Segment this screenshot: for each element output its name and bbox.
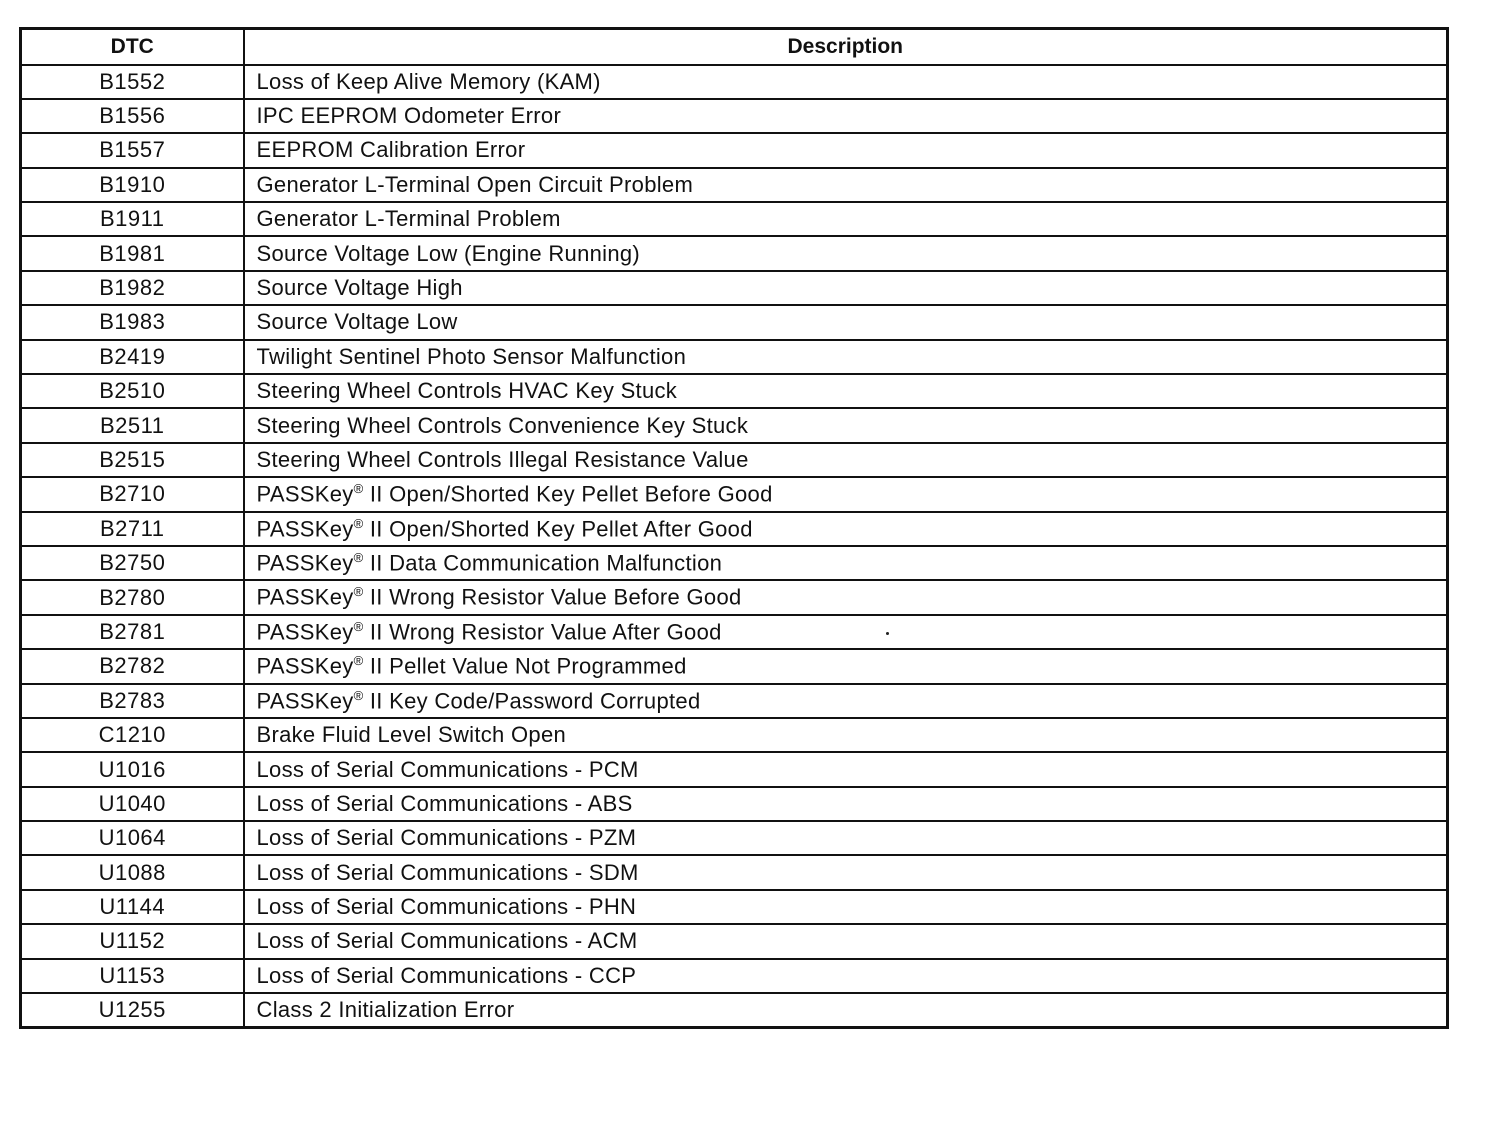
registered-mark: ® <box>353 618 364 634</box>
dtc-code-cell: U1040 <box>21 787 244 821</box>
table-row <box>21 443 1448 477</box>
dtc-code-cell: B2419 <box>21 340 244 374</box>
dtc-code-cell: B1983 <box>21 305 244 339</box>
dtc-description-cell: PASSKey® II Pellet Value Not Programmed <box>244 649 1448 683</box>
dtc-code-cell: U1144 <box>21 890 244 924</box>
table-row <box>21 993 1448 1027</box>
dtc-description-cell: Generator L-Terminal Problem <box>244 202 1448 236</box>
table-row <box>21 477 1448 511</box>
dtc-description-cell: Source Voltage Low <box>244 305 1448 339</box>
dtc-description-cell: PASSKey® II Wrong Resistor Value Before Good <box>244 580 1448 614</box>
dtc-code-cell: B2781 <box>21 615 244 649</box>
table-row <box>21 65 1448 99</box>
dtc-code-cell: B2515 <box>21 443 244 477</box>
dtc-description-cell: PASSKey® II Wrong Resistor Value After Good <box>244 615 1448 649</box>
dtc-description-cell: Generator L-Terminal Open Circuit Problem <box>244 168 1448 202</box>
dtc-code-cell: B1982 <box>21 271 244 305</box>
dtc-description-cell: Loss of Serial Communications - ACM <box>244 924 1448 958</box>
dtc-description-cell: Source Voltage Low (Engine Running) <box>244 236 1448 270</box>
dtc-code-cell: B2782 <box>21 649 244 683</box>
scan-speck <box>886 632 889 635</box>
table-row <box>21 305 1448 339</box>
table-row <box>21 99 1448 133</box>
table-body <box>21 65 1448 1028</box>
dtc-code-cell: B1981 <box>21 236 244 270</box>
table-row <box>21 168 1448 202</box>
table-row <box>21 271 1448 305</box>
table-row <box>21 580 1448 614</box>
dtc-description-cell: Loss of Serial Communications - PCM <box>244 752 1448 786</box>
table-row <box>21 546 1448 580</box>
dtc-description-cell: IPC EEPROM Odometer Error <box>244 99 1448 133</box>
dtc-code-cell: B2711 <box>21 512 244 546</box>
dtc-code-cell: B2511 <box>21 408 244 442</box>
dtc-code-cell: B2780 <box>21 580 244 614</box>
dtc-code-cell: U1088 <box>21 855 244 889</box>
table-row <box>21 855 1448 889</box>
table-row <box>21 890 1448 924</box>
dtc-code-cell: U1153 <box>21 959 244 993</box>
column-header-dtc: DTC <box>21 29 244 65</box>
dtc-description-cell: Loss of Keep Alive Memory (KAM) <box>244 65 1448 99</box>
table-row <box>21 202 1448 236</box>
dtc-description-cell: Steering Wheel Controls Illegal Resistance Value <box>244 443 1448 477</box>
registered-mark: ® <box>353 481 364 497</box>
table-row <box>21 133 1448 167</box>
dtc-description-cell: Twilight Sentinel Photo Sensor Malfunction <box>244 340 1448 374</box>
column-header-description: Description <box>244 29 1448 65</box>
dtc-code-cell: B1552 <box>21 65 244 99</box>
dtc-code-cell: B2750 <box>21 546 244 580</box>
dtc-description-cell: Loss of Serial Communications - CCP <box>244 959 1448 993</box>
dtc-description-cell: Loss of Serial Communications - SDM <box>244 855 1448 889</box>
dtc-description-cell: PASSKey® II Key Code/Password Corrupted <box>244 684 1448 718</box>
dtc-description-cell: Steering Wheel Controls Convenience Key Stuck <box>244 408 1448 442</box>
dtc-description-cell: Loss of Serial Communications - ABS <box>244 787 1448 821</box>
table-row <box>21 924 1448 958</box>
dtc-description-cell: Loss of Serial Communications - PHN <box>244 890 1448 924</box>
registered-mark: ® <box>353 653 364 669</box>
dtc-code-cell: B1911 <box>21 202 244 236</box>
table-row <box>21 959 1448 993</box>
table-row <box>21 408 1448 442</box>
table-row <box>21 752 1448 786</box>
dtc-description-cell: PASSKey® II Open/Shorted Key Pellet After Good <box>244 512 1448 546</box>
table-row <box>21 512 1448 546</box>
registered-mark: ® <box>353 584 364 600</box>
table-row <box>21 718 1448 752</box>
table-row <box>21 787 1448 821</box>
dtc-description-cell: PASSKey® II Data Communication Malfunction <box>244 546 1448 580</box>
dtc-description-cell: Steering Wheel Controls HVAC Key Stuck <box>244 374 1448 408</box>
dtc-description-cell: EEPROM Calibration Error <box>244 133 1448 167</box>
table-row <box>21 615 1448 649</box>
dtc-code-cell: B2710 <box>21 477 244 511</box>
table-row <box>21 684 1448 718</box>
dtc-code-cell: U1255 <box>21 993 244 1027</box>
dtc-description-cell: Source Voltage High <box>244 271 1448 305</box>
table-header-row <box>21 29 1448 65</box>
dtc-code-cell: U1064 <box>21 821 244 855</box>
dtc-code-cell: B2510 <box>21 374 244 408</box>
dtc-code-cell: C1210 <box>21 718 244 752</box>
dtc-description-cell: PASSKey® II Open/Shorted Key Pellet Before Good <box>244 477 1448 511</box>
table-row <box>21 374 1448 408</box>
dtc-code-cell: B1910 <box>21 168 244 202</box>
table-row <box>21 236 1448 270</box>
dtc-description-cell: Brake Fluid Level Switch Open <box>244 718 1448 752</box>
registered-mark: ® <box>353 550 364 565</box>
registered-mark: ® <box>353 515 364 531</box>
table-row <box>21 649 1448 683</box>
dtc-code-cell: U1152 <box>21 924 244 958</box>
table-row <box>21 340 1448 374</box>
dtc-description-cell: Loss of Serial Communications - PZM <box>244 821 1448 855</box>
dtc-code-cell: B1557 <box>21 133 244 167</box>
dtc-description-cell: Class 2 Initialization Error <box>244 993 1448 1027</box>
dtc-table <box>19 27 1449 1029</box>
dtc-code-cell: U1016 <box>21 752 244 786</box>
registered-mark: ® <box>353 687 364 703</box>
dtc-code-cell: B1556 <box>21 99 244 133</box>
table-row <box>21 821 1448 855</box>
dtc-code-cell: B2783 <box>21 684 244 718</box>
